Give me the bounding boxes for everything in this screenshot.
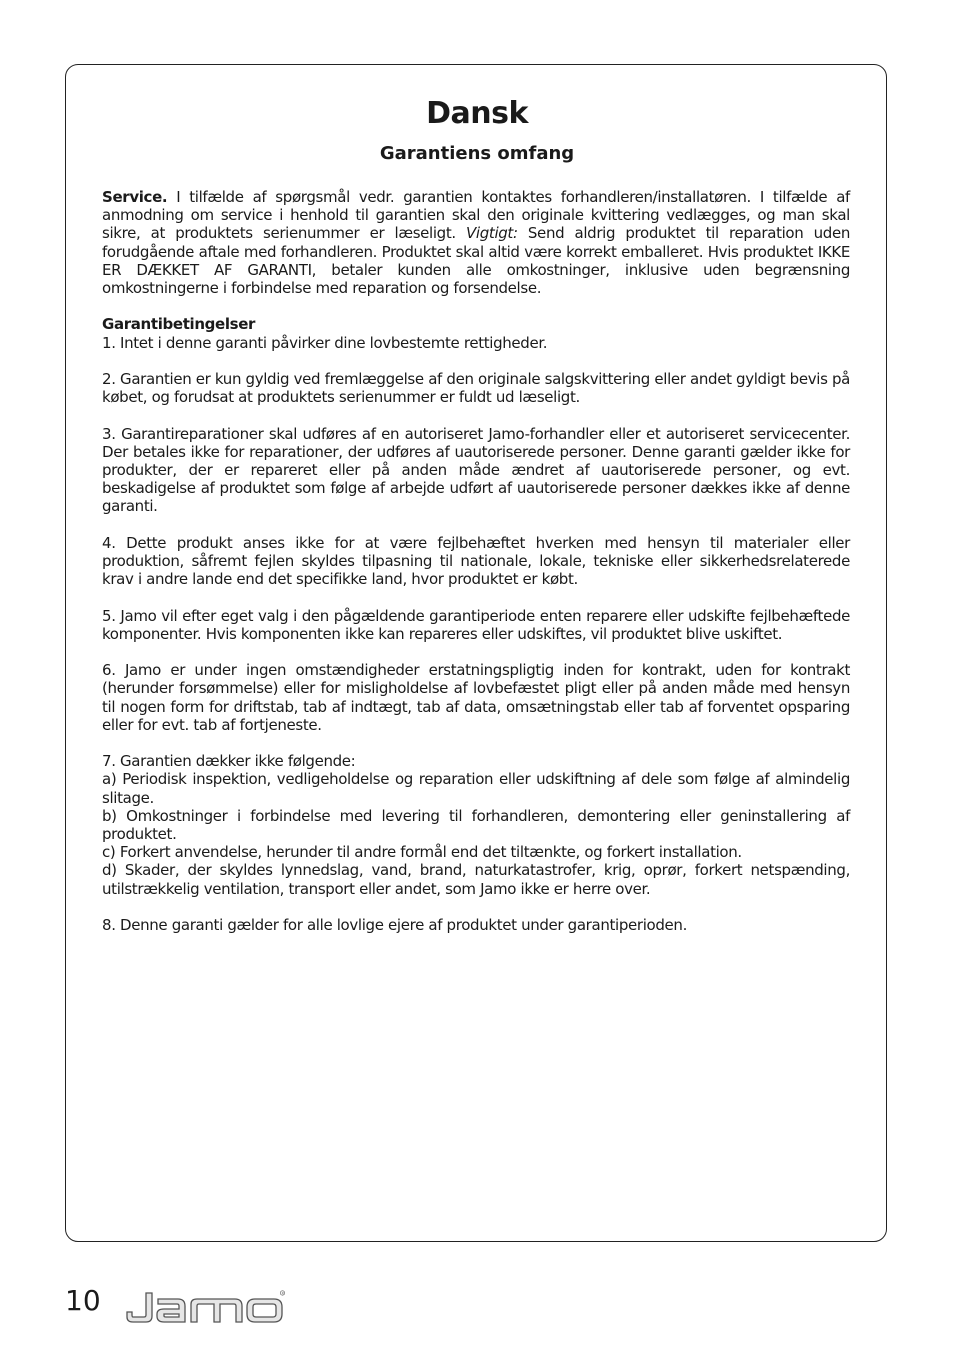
condition-item-7 [102, 752, 850, 898]
condition-item-8: 8. Denne garanti gælder for alle lovlige ejere af produktet under garantiperioden. [102, 916, 687, 934]
conditions-block [102, 315, 850, 351]
conditions-title: Garantibetingelser [102, 315, 256, 334]
page-number: 10 [65, 1284, 101, 1317]
condition-item-4: 4. Dette produkt anses ikke for at være fejlbehæftet hverken med hensyn til materialer eller produktion, såfremt fejlen skyldes tilpasning til nationale, lokale, tekniske eller sikkerhedsrelaterede krav i andre lande end det specifikke land, hvor produktet er købt. [102, 533, 850, 589]
condition-item-7b: b) Omkostninger i forbindelse med levering til forhandleren, demontering eller geninstallering af produktet. [102, 806, 850, 843]
condition-item-7d: d) Skader, der skyldes lynnedslag, vand, brand, naturkatastrofer, krig, oprør, forkert netspænding, utilstrækkelig ventilation, transport eller andet, som Jamo ikke er herre over. [102, 861, 850, 898]
condition-item-7c: c) Forkert anvendelse, herunder til andre formål end det tiltænkte, og forkert installation. [102, 843, 742, 862]
warranty-text [102, 188, 850, 934]
service-paragraph [102, 188, 850, 297]
service-text-b: Send aldrig produktet til reparation uden forudgående aftale med forhandleren. Produktet skal altid være korrekt emballeret. Hvis produktet IKKE ER DÆKKET AF GARANTI, betaler kunden alle omkostninger, inklusive uden begrænsning omkostningerne i forbindelse med reparation og forsendelse. [102, 224, 850, 298]
condition-item-1: 1. Intet i denne garanti påvirker dine lovbestemte rettigheder. [102, 333, 548, 352]
service-text-a: I tilfælde af spørgsmål vedr. garantien kontaktes forhandleren/installatøren. I tilfælde af anmodning om service i henhold til garantien skal den originale kvittering vedlægges, og man skal sikre, at produktets serienummer er læseligt. [102, 188, 850, 243]
condition-item-7-intro: 7. Garantien dækker ikke følgende: [102, 752, 356, 771]
condition-item-6: 6. Jamo er under ingen omstændigheder erstatningspligtig inden for kontrakt, uden for kontrakt (herunder forsømmelse) eller for misligholdelse af lovbefæstet pligt eller på anden måde med hensyn til nogen form for driftstab, tab af indtægt, tab af data, omsætningstab eller tab af forventet opsparing eller for evt. tab af fortjeneste. [102, 661, 850, 734]
condition-item-3: 3. Garantireparationer skal udføres af en autoriseret Jamo-forhandler eller et autoriseret servicecenter. Der betales ikke for reparationer, der udføres af uautoriserede personer. Denne garanti gælder ikke for produkter, der er repareret eller på anden måde ændret af uautoriserede personer, og evt. beskadigelse af produktet som følge af arbejde udført af uautoriserede personer dækkes ikke af denne garanti. [102, 424, 850, 516]
service-label: Service. [102, 188, 168, 206]
section-subtitle: Garantiens omfang [379, 143, 575, 164]
condition-item-5: 5. Jamo vil efter eget valg i den pågældende garantiperiode enten reparere eller udskifte fejlbehæftede komponenter. Hvis komponenten ikke kan repareres eller udskiftes, vil produktet blive uskiftet. [102, 606, 850, 643]
jamo-logo-icon [124, 1284, 286, 1324]
important-label: Vigtigt: [466, 224, 518, 243]
condition-item-7a: a) Periodisk inspektion, vedligeholdelse og reparation eller udskiftning af dele som følge af almindelig slitage. [102, 770, 850, 807]
condition-item-2: 2. Garantien er kun gyldig ved fremlæggelse af den originale salgskvittering eller andet gyldigt bevis på købet, og forudsat at produktets serienummer er fuldt ud læseligt. [102, 370, 850, 407]
svg-text:R: R [281, 1291, 284, 1296]
page-title: Dansk [426, 96, 528, 131]
